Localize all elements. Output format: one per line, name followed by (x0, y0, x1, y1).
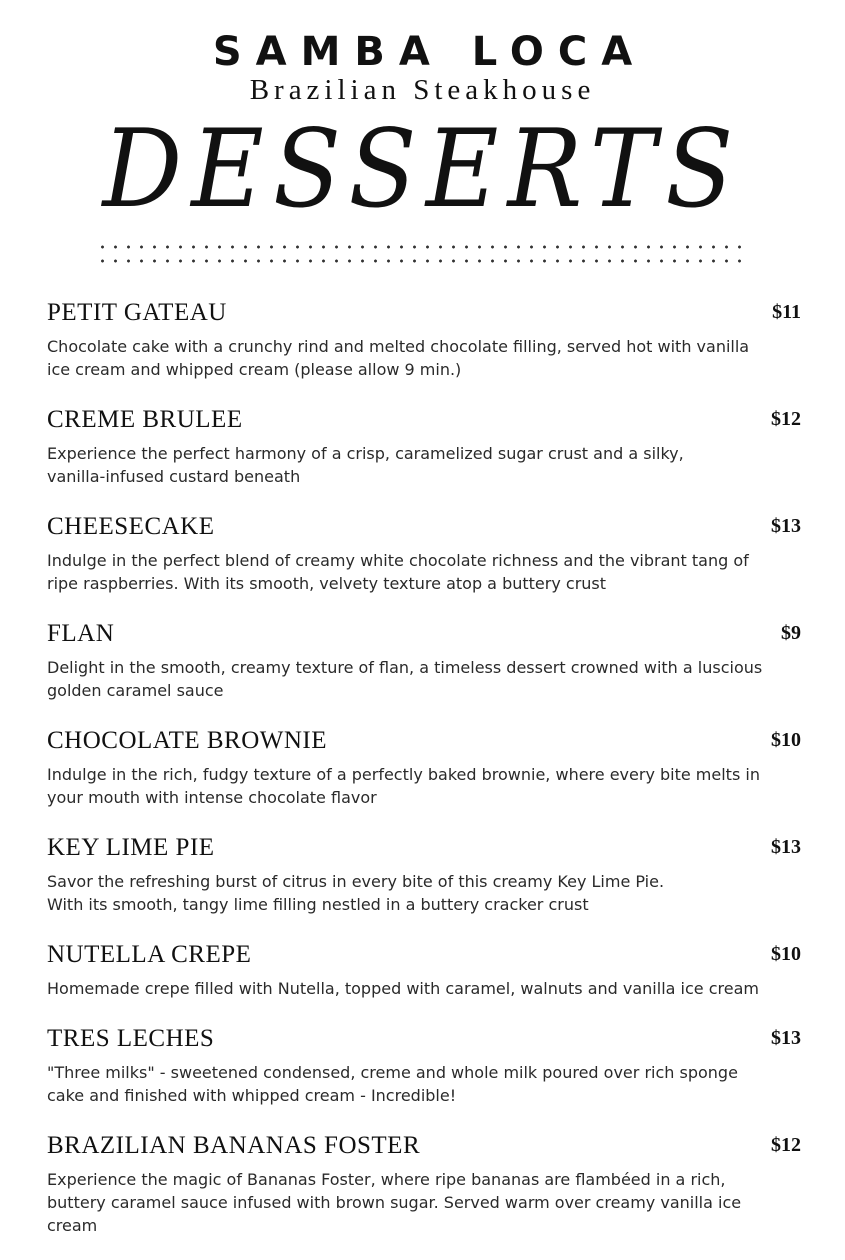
item-name: NUTELLA CREPE (47, 941, 252, 968)
menu-item (47, 725, 807, 809)
item-name: CHEESECAKE (47, 513, 215, 540)
item-name: TRES LECHES (47, 1025, 215, 1052)
item-name: KEY LIME PIE (47, 834, 215, 861)
item-description: Savor the refreshing burst of citrus in every bite of this creamy Key Lime Pie. With its smooth, tangy lime filling nestled in a buttery cracker crust (47, 872, 665, 914)
restaurant-name: SAMBA LOCA (212, 29, 647, 75)
item-price: $10 (771, 943, 801, 965)
item-price: $12 (771, 1134, 801, 1156)
item-description: "Three milks" - sweetened condensed, creme and whole milk poured over rich sponge cake and finished with whipped cream - Incredible! (47, 1063, 738, 1105)
menu-item (47, 832, 807, 916)
item-description: Chocolate cake with a crunchy rind and melted chocolate filling, served hot with vanilla ice cream and whipped cream (please allow 9 min.) (47, 337, 750, 379)
item-description: Indulge in the rich, fudgy texture of a perfectly baked brownie, where every bite melts in your mouth with intense chocolate flavor (47, 765, 760, 807)
item-name: FLAN (47, 620, 115, 647)
menu-item (47, 939, 807, 1000)
menu-item (47, 404, 807, 488)
item-price: $9 (781, 622, 801, 644)
menu-item (47, 297, 807, 381)
item-description: Indulge in the perfect blend of creamy white chocolate richness and the vibrant tang of ripe raspberries. With its smooth, velvety texture atop a buttery crust (47, 551, 749, 593)
dessert-menu-list (47, 297, 807, 1260)
item-description: Homemade crepe filled with Nutella, topped with caramel, walnuts and vanilla ice cream (47, 979, 759, 998)
item-name: BRAZILIAN BANANAS FOSTER (47, 1132, 421, 1159)
item-price: $13 (771, 515, 801, 537)
item-price: $11 (772, 301, 801, 323)
item-name: CHOCOLATE BROWNIE (47, 727, 328, 754)
item-price: $10 (771, 729, 801, 751)
item-price: $13 (771, 836, 801, 858)
menu-item (47, 1023, 807, 1107)
menu-header (0, 30, 845, 106)
section-title: DESSERTS (102, 107, 743, 232)
menu-item (47, 1130, 807, 1237)
restaurant-subtitle: Brazilian Steakhouse (249, 74, 596, 106)
menu-item (47, 618, 807, 702)
item-description: Experience the magic of Bananas Foster, where ripe bananas are flambéed in a rich, buttery caramel sauce infused with brown sugar. Served warm over creamy vanilla ice cream (47, 1170, 742, 1235)
item-description: Experience the perfect harmony of a crisp, caramelized sugar crust and a silky, vanilla-infused custard beneath (47, 444, 684, 486)
menu-item (47, 511, 807, 595)
dotted-divider (96, 240, 746, 270)
item-name: CREME BRULEE (47, 406, 243, 433)
item-price: $12 (771, 408, 801, 430)
item-name: PETIT GATEAU (47, 299, 227, 326)
item-description: Delight in the smooth, creamy texture of flan, a timeless dessert crowned with a luscious golden caramel sauce (47, 658, 763, 700)
item-price: $13 (771, 1027, 801, 1049)
